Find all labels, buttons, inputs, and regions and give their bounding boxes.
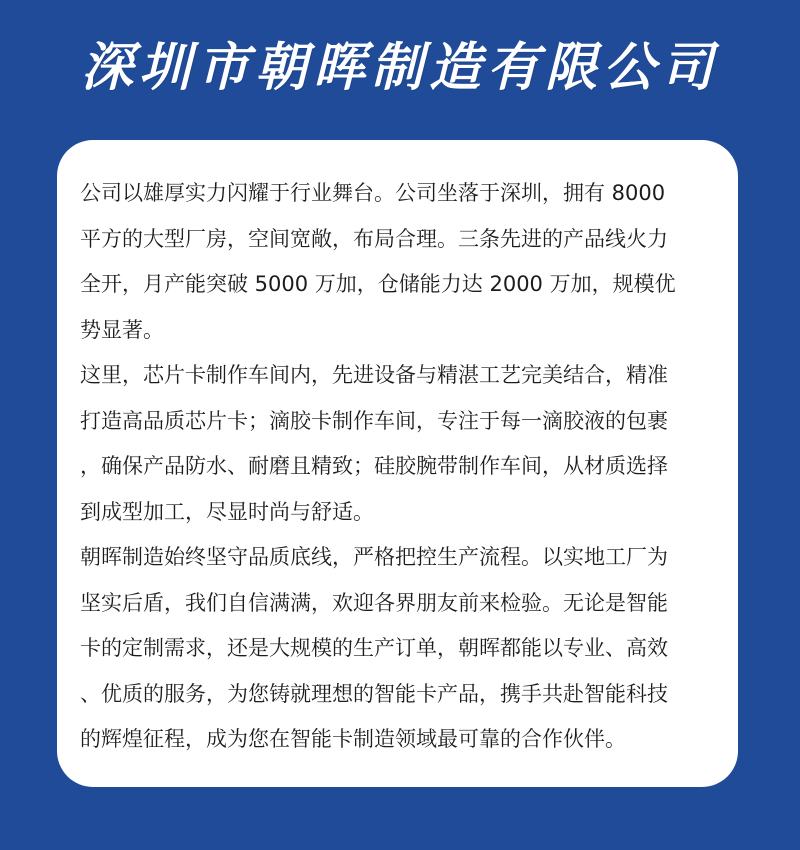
- company-title: 深圳市朝晖制造有限公司: [80, 38, 719, 98]
- paragraph-line: 全开，月产能突破 5000 万加，仓储能力达 2000 万加，规模优: [80, 272, 676, 296]
- paragraph-line: 朝晖制造始终坚守品质底线，严格把控生产流程。以实地工厂为: [80, 545, 668, 569]
- paragraph-line: 势显著。: [80, 317, 164, 342]
- paragraph-line: 打造高品质芯片卡；滴胶卡制作车间，专注于每一滴胶液的包裹: [80, 408, 668, 433]
- intro-paragraph: [80, 171, 720, 353]
- paragraph-line: 到成型加工，尽显时尚与舒适。: [80, 499, 374, 524]
- paragraph-line: 这里，芯片卡制作车间内，先进设备与精湛工艺完美结合，精准: [80, 363, 668, 387]
- paragraph-line: 、优质的服务，为您铸就理想的智能卡产品，携手共赴智能科技: [80, 681, 668, 706]
- paragraph-line: ，确保产品防水、耐磨且精致；硅胶腕带制作车间，从材质选择: [80, 454, 668, 478]
- paragraph-line: 坚实后盾，我们自信满满，欢迎各界朋友前来检验。无论是智能: [80, 590, 668, 615]
- workshops-paragraph: [80, 353, 720, 535]
- quality-paragraph: [80, 535, 720, 763]
- paragraph-line: 公司以雄厚实力闪耀于行业舞台。公司坐落于深圳，拥有 8000: [80, 181, 666, 205]
- paragraph-line: 的辉煌征程，成为您在智能卡制造领域最可靠的合作伙伴。: [80, 727, 626, 751]
- description-card: [57, 140, 738, 787]
- paragraph-line: 卡的定制需求，还是大规模的生产订单，朝晖都能以专业、高效: [80, 636, 668, 660]
- paragraph-line: 平方的大型厂房，空间宽敞，布局合理。三条先进的产品线火力: [80, 226, 668, 251]
